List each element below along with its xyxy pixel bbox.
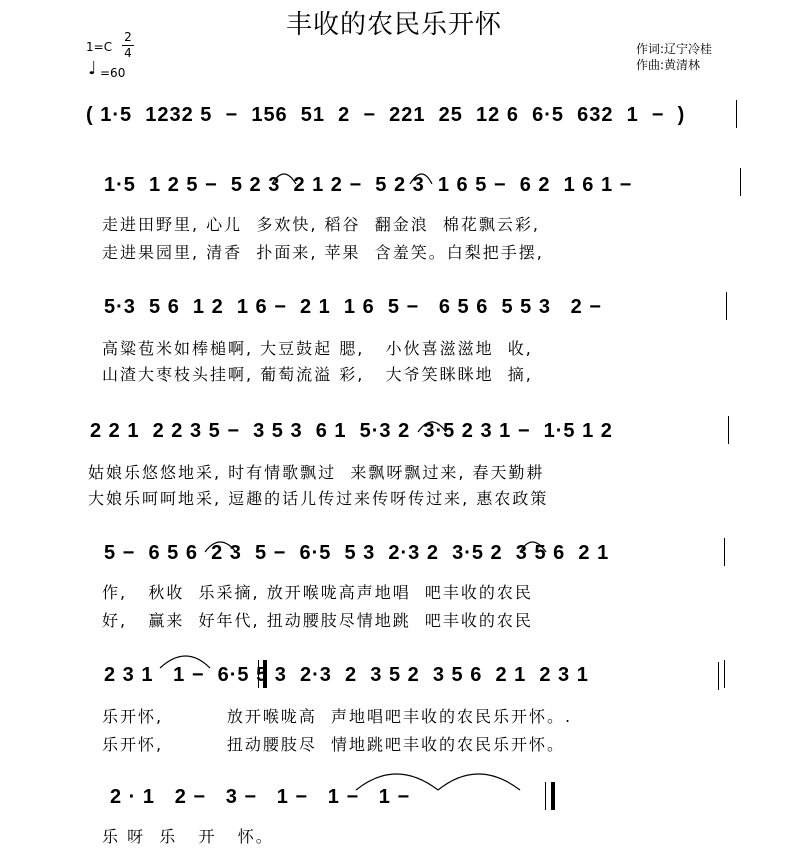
score-row-5-lyrics-verse1: 作, 秋收 乐采摘, 放开喉咙高声地唱 吧丰收的农民 <box>102 583 533 602</box>
time-signature-top: 2 <box>124 30 132 44</box>
final-bar-line <box>545 782 546 810</box>
score-row-4-lyrics-verse2: 大娘乐呵呵地采, 逗趣的话儿传过来传呀传过来, 惠农政策 <box>88 489 549 508</box>
key-signature: 1=C <box>86 40 113 54</box>
score-row-2-lyrics-verse1: 走进田野里, 心儿 多欢快, 稻谷 翻金浪 棉花飘云彩, <box>102 215 540 234</box>
repeat-bar-line-thick <box>263 660 267 688</box>
score-row-4-notes: 2 2 1 2 2 3 5 − 3 5 3 6 1 5·3 2 3·5 2 3 1 − 1·5 1 2 <box>90 420 613 442</box>
score-row-3-lyrics-verse2: 山渣大枣枝头挂啊, 葡萄流溢 彩, 大爷笑眯眯地 摘, <box>102 365 533 384</box>
score-row-4-lyrics-verse1: 姑娘乐悠悠地采, 时有情歌飘过 来飘呀飘过来, 春天勤耕 <box>88 463 545 482</box>
score-row-7-notes: 2 · 1 2 − 3 − 1 − 1 − 1 − <box>110 786 411 808</box>
score-row-3-lyrics-verse1: 高粱苞米如棒槌啊, 大豆鼓起 腮, 小伙喜滋滋地 收, <box>102 339 533 358</box>
time-signature <box>122 31 134 60</box>
song-title: 丰收的农民乐开怀 <box>285 10 502 40</box>
score-row-6-lyrics-verse2: 乐开怀, 扭动腰肢尽 情地跳吧丰收的农民乐开怀。 <box>102 735 566 754</box>
composer-credit: 作曲:黄清林 <box>636 58 701 72</box>
repeat-bar-line <box>258 660 259 688</box>
score-row-5-notes: 5 − 6 5 6 2 3 5 − 6·5 5 3 2·3 2 3·5 2 3 5 6 2 1 <box>104 542 610 564</box>
bar-line <box>724 660 725 688</box>
score-row-6-notes: 2 3 1 1 − 6·5 5 3 2·3 2 3 5 2 3 5 6 2 1 2 3 1 <box>104 664 589 686</box>
bar-line <box>736 100 737 128</box>
bar-line <box>728 416 729 444</box>
quarter-note-icon: ♩ <box>88 58 97 79</box>
score-row-5-lyrics-verse2: 好, 赢来 好年代, 扭动腰肢尽情地跳 吧丰收的农民 <box>102 611 533 630</box>
bar-line <box>726 292 727 320</box>
score-row-2-notes: 1·5 1 2 5 − 5 2 3 2 1 2 − 5 2 3 1 6 5 − 6 2 1 6 1 − <box>104 174 633 196</box>
final-bar-line-thick <box>551 782 555 810</box>
time-signature-bottom: 4 <box>124 46 132 60</box>
score-row-7-lyrics: 乐 呀 乐 开 怀。 <box>102 827 274 846</box>
tempo-marking: =60 <box>100 66 126 80</box>
score-row-2-lyrics-verse2: 走进果园里, 清香 扑面来, 苹果 含羞笑。白梨把手摆, <box>102 243 544 262</box>
score-row-3-notes: 5·3 5 6 1 2 1 6 − 2 1 1 6 5 − 6 5 6 5 5 3 2 − <box>104 296 602 318</box>
bar-line <box>740 168 741 196</box>
score-row-6-lyrics-verse1: 乐开怀, 放开喉咙高 声地唱吧丰收的农民乐开怀。. <box>102 707 573 726</box>
bar-line <box>724 538 725 566</box>
lyricist-credit: 作词:辽宁冷桂 <box>636 42 713 56</box>
bar-line <box>718 662 719 690</box>
score-row-intro-notes: ( 1·5 1232 5 − 156 51 2 − 221 25 12 6 6·5 632 1 − ) <box>86 104 686 126</box>
